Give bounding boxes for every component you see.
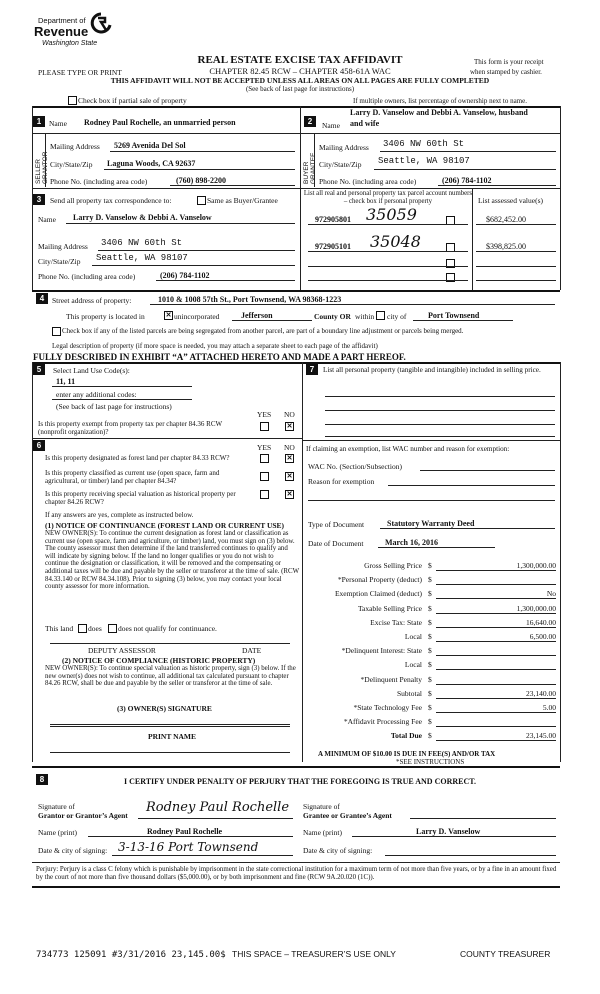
tax-row-value[interactable]: 23,145.00 (526, 731, 556, 740)
correspondence-label: Send all property tax correspondence to: (50, 196, 172, 205)
notice1-body: NEW OWNER(S): To continue the current designation as forest land or classification as current use (open space, farm and agriculture, or timber) land, you must sign on (3) below. The county assessor must then determine if the land transferred continues to qualify and will indicate by signing below. If the land no longer qualifies or you do not wish to continue the designation or classification, it will be removed and the compensating or additional taxes will be due and payable by the seller or transferor at the time of sale. (RCW 84.33.140 or RCW 84.34.108). Prior to signing (3) below, you may contact your local county assessor for more information. (45, 530, 299, 591)
current-use-yes-checkbox[interactable] (260, 472, 269, 481)
tax-row-label: *Personal Property (deduct) (337, 575, 422, 584)
seller-side-label: SELLER (35, 159, 42, 184)
grantee-date-label: Date & city of signing: (303, 846, 373, 855)
city-of-label: city of (387, 312, 407, 321)
correspondence-city-label: City/State/Zip (38, 257, 81, 266)
unincorporated-label: unincorporated (174, 312, 220, 321)
logo-line-3: Washington State (42, 40, 98, 47)
assessor-date-label: DATE (242, 646, 262, 655)
tax-row-label: Subtotal (396, 689, 422, 698)
deputy-assessor-label: DEPUTY ASSESSOR (88, 646, 156, 655)
certify-line: I CERTIFY UNDER PENALTY OF PERJURY THAT THE FOREGOING IS TRUE AND CORRECT. (123, 777, 476, 786)
please-type: PLEASE TYPE OR PRINT (38, 68, 122, 77)
logo-line-2: Revenue (34, 24, 89, 39)
buyer-city-label: City/State/Zip (319, 160, 362, 169)
partial-sale-label: Check box if partial sale of property (78, 96, 187, 105)
historic-question: Is this property receiving special valuation as historical property per chapter 84.26 RCW? (45, 490, 236, 506)
parcel-header: List all real and personal property tax parcel account numbers – check box if personal property (303, 190, 473, 205)
same-as-buyer-label: Same as Buyer/Grantee (207, 196, 278, 205)
buyer-side-label: BUYER (303, 161, 310, 184)
exempt-question: Is this property exempt from property tax per chapter 84.36 RCW (nonprofit organization)? (38, 420, 222, 436)
tax-row-label: *Delinquent Interest: State (341, 646, 422, 655)
legal-description-label: Legal description of property (if more space is needed, you may attach a separate sheet to each page of the affidavit) (52, 342, 378, 350)
tax-row-value[interactable]: 5.00 (542, 703, 556, 712)
tax-row-label: Local (404, 632, 422, 641)
buyer-city[interactable]: Seattle, WA 98107 (378, 156, 470, 166)
correspondence-mailing[interactable]: 3406 NW 60th St (101, 238, 183, 248)
section-3-badge: 3 (33, 194, 45, 205)
grantor-name-label: Name (print) (38, 828, 77, 837)
tax-row-dollar: $ (428, 675, 432, 684)
parcel-handwritten-1: 35059 (366, 205, 417, 224)
property-street[interactable]: 1010 & 1008 57th St., Port Townsend, WA 98368-1223 (158, 295, 342, 304)
seller-phone[interactable]: (760) 898-2200 (176, 176, 226, 185)
correspondence-name[interactable]: Larry D. Vanselow & Debbi A. Vanselow (73, 213, 212, 222)
grantee-sig-label-2: Grantee or Grantee’s Agent (303, 811, 392, 820)
tax-row-value[interactable]: 16,640.00 (526, 618, 556, 627)
parcel-number-2[interactable]: 972905101 (315, 242, 351, 251)
parcel-number-1[interactable]: 972905801 (315, 215, 351, 224)
land-does-label: does (88, 624, 102, 633)
land-use-no: NO (284, 410, 295, 419)
correspondence-name-label: Name (38, 215, 56, 224)
same-as-buyer-checkbox[interactable] (197, 196, 206, 205)
parcel-value-2[interactable]: $398,825.00 (486, 242, 526, 251)
county-treasurer-label: COUNTY TREASURER (460, 949, 551, 959)
exempt-yes-checkbox[interactable] (260, 422, 269, 431)
seller-city[interactable]: Laguna Woods, CA 92637 (107, 159, 196, 168)
located-prefix: This property is located in (66, 312, 145, 321)
form-title: REAL ESTATE EXCISE TAX AFFIDAVIT (197, 54, 403, 66)
segregated-checkbox[interactable] (52, 327, 61, 336)
seller-mailing[interactable]: 5269 Avenida Del Sol (114, 141, 186, 150)
land-does-not-label: does not qualify for continuance. (118, 624, 217, 633)
street-label: Street address of property: (52, 296, 132, 305)
buyer-name-label: Name (322, 121, 340, 130)
print-name-label: PRINT NAME (148, 732, 196, 741)
tax-row-dollar: $ (428, 589, 432, 598)
section6-yes: YES (257, 443, 272, 452)
notice2-body: NEW OWNER(S): To continue special valuation as historic property, sign (3) below. If the new owner(s) does not wish to continue, all additional tax calculated pursuant to chapter 84.26 RCW, shall be due and payable by the seller or transferor at the time of sale. (45, 665, 296, 688)
land-use-yes: YES (257, 410, 272, 419)
land-use-see-back: (See back of last page for instructions) (56, 402, 172, 411)
section-2-badge: 2 (304, 116, 316, 127)
seller-city-label: City/State/Zip (50, 160, 93, 169)
tax-row-label: Total Due (390, 731, 422, 740)
grantor-sig-label-1: Signature of (38, 802, 75, 811)
section-4-badge: 4 (36, 293, 48, 304)
tax-row-value[interactable]: No (546, 589, 556, 598)
tax-row-value[interactable]: 1,300,000.00 (516, 561, 556, 570)
section-7-badge: 7 (306, 364, 318, 375)
land-use-code[interactable]: 11, 11 (56, 377, 76, 386)
perjury-note: Perjury: Perjury is a class C felony which is punishable by imprisonment in the state correctional institution for a maximum term of not more than five years, or by a fine in an amount fixed by the court of not more than five thousand dollars ($5,000.00), or by both imprisonment and fine (RCW 9A.20.020 (1C)). (36, 866, 557, 881)
assessed-header: List assessed value(s) (478, 196, 543, 205)
exemption-label: If claiming an exemption, list WAC number and reason for exemption: (306, 445, 510, 453)
personal-property-label: List all personal property (tangible and intangible) included in selling price. (323, 366, 541, 374)
notice1-title: (1) NOTICE OF CONTINUANCE (FOREST LAND OR CURRENT USE) (45, 521, 285, 530)
if-yes-note: If any answers are yes, complete as instructed below. (45, 511, 194, 519)
section-5-badge: 5 (33, 364, 45, 375)
buyer-name-line-1[interactable]: Larry D. Vanselow and Debbi A. Vanselow, husband (350, 108, 528, 117)
tax-row-dollar: $ (428, 561, 432, 570)
grantor-date-city[interactable]: 3-13-16 Port Townsend (118, 840, 259, 854)
receipt-note-1: This form is your receipt (474, 58, 544, 66)
wac-label: WAC No. (Section/Subsection) (308, 462, 402, 471)
buyer-phone[interactable]: (206) 784-1102 (442, 176, 492, 185)
section-1-badge: 1 (33, 116, 45, 127)
this-land-label: This land (45, 624, 74, 633)
exempt-no-checkbox[interactable]: ✕ (286, 422, 293, 430)
logo-line-1: Department of (38, 16, 86, 25)
seller-name[interactable]: Rodney Paul Rochelle, an unmarried person (84, 118, 236, 127)
tax-row-dollar: $ (428, 618, 432, 627)
forest-land-question: Is this property designated as forest land per chapter 84.33 RCW? (45, 454, 230, 462)
within-label: within (355, 312, 375, 321)
buyer-phone-label: Phone No. (including area code) (319, 177, 417, 186)
land-use-label: Select Land Use Code(s): (53, 366, 130, 375)
receipt-note-2: when stamped by cashier. (470, 68, 542, 76)
tax-row-dollar: $ (428, 660, 432, 669)
current-use-question: Is this property classified as current use (open space, farm and agricultural, or timber) land per chapter 84.34? (45, 469, 220, 485)
tax-row-label: Taxable Selling Price (357, 604, 422, 613)
tax-row-dollar: $ (428, 575, 432, 584)
partial-sale-checkbox[interactable] (68, 96, 77, 105)
tax-row-value[interactable]: 23,140.00 (526, 689, 556, 698)
buyer-name-line-2[interactable]: and wife (350, 119, 380, 128)
grantee-name-label: Name (print) (303, 828, 342, 837)
additional-codes-label: enter any additional codes: (56, 390, 137, 399)
seller-mailing-label: Mailing Address (50, 142, 100, 151)
tax-row-label: Exemption Claimed (deduct) (334, 589, 422, 598)
owner-signature-label: (3) OWNER(S) SIGNATURE (117, 704, 212, 713)
tax-row-label: Local (404, 660, 422, 669)
cashier-stamp: 734773 125091 #3/31/2016 23,145.00$ (36, 950, 226, 960)
land-does-checkbox[interactable] (78, 624, 87, 633)
tax-row-value[interactable]: 1,300,000.00 (516, 604, 556, 613)
parcel-value-1[interactable]: $682,452.00 (486, 215, 526, 224)
county-label: County OR (314, 312, 351, 321)
tax-row-value[interactable]: 6,500.00 (529, 632, 556, 641)
doc-type[interactable]: Statutory Warranty Deed (387, 519, 475, 528)
forest-no-checkbox[interactable]: ✕ (286, 454, 293, 462)
segregated-label: Check box if any of the listed parcels are being segregated from another parcel, are part of a boundary line adjustment or parcels being merged. (62, 327, 464, 335)
city-of-checkbox[interactable] (376, 311, 385, 320)
unincorporated-checkbox[interactable]: ✕ (165, 311, 172, 319)
doc-date-label: Date of Document (308, 539, 364, 548)
correspondence-phone-label: Phone No. (including area code) (38, 272, 136, 281)
notice2-title: (2) NOTICE OF COMPLIANCE (HISTORIC PROPERTY) (62, 656, 256, 665)
land-does-not-checkbox[interactable] (108, 624, 117, 633)
section-6-badge: 6 (33, 440, 45, 451)
grantor-signature[interactable]: Rodney Paul Rochelle (146, 800, 290, 815)
tax-row-label: Gross Selling Price (364, 561, 422, 570)
historic-no-checkbox[interactable]: ✕ (286, 490, 293, 498)
tax-row-dollar: $ (428, 731, 432, 740)
multiple-owners-note: If multiple owners, list percentage of ownership next to name. (353, 97, 527, 105)
grantee-sig-label-1: Signature of (303, 802, 340, 811)
dor-logo (34, 12, 114, 52)
tax-row-dollar: $ (428, 646, 432, 655)
correspondence-phone[interactable]: (206) 784-1102 (160, 271, 210, 280)
tax-row-dollar: $ (428, 703, 432, 712)
dor-logo-mark-icon (90, 12, 112, 36)
doc-date[interactable]: March 16, 2016 (385, 538, 438, 547)
section-8-badge: 8 (36, 774, 48, 785)
treasurer-use-label: THIS SPACE – TREASURER’S USE ONLY (232, 949, 396, 959)
tax-row-label: *Affidavit Processing Fee (343, 717, 422, 726)
minimum-note: A MINIMUM OF $10.00 IS DUE IN FEE(S) AND/OR TAX (318, 750, 496, 758)
buyer-mailing[interactable]: 3406 NW 60th St (383, 139, 465, 149)
tax-row-dollar: $ (428, 717, 432, 726)
tax-row-label: *State Technology Fee (353, 703, 422, 712)
grantee-name[interactable]: Larry D. Vanselow (416, 827, 481, 836)
see-instructions-note: *SEE INSTRUCTIONS (396, 758, 465, 766)
tax-row-dollar: $ (428, 632, 432, 641)
grantor-date-label: Date & city of signing: (38, 846, 108, 855)
tax-row-dollar: $ (428, 604, 432, 613)
tax-row-dollar: $ (428, 689, 432, 698)
seller-phone-label: Phone No. (including area code) (50, 177, 148, 186)
reason-label: Reason for exemption (308, 477, 375, 486)
property-city[interactable]: Port Townsend (428, 311, 480, 320)
parcel-handwritten-2: 35048 (370, 232, 421, 251)
grantor-sig-label-2: Grantor or Grantor’s Agent (38, 811, 128, 820)
tax-row-label: Excise Tax: State (370, 618, 422, 627)
current-use-no-checkbox[interactable]: ✕ (286, 472, 293, 480)
tax-row-label: *Delinquent Penalty (360, 675, 422, 684)
doc-type-label: Type of Document (308, 520, 365, 529)
buyer-mailing-label: Mailing Address (319, 143, 369, 152)
correspondence-city[interactable]: Seattle, WA 98107 (96, 253, 188, 263)
exhibit-line[interactable]: FULLY DESCRIBED IN EXHIBIT “A” ATTACHED HERETO AND MADE A PART HEREOF. (33, 352, 406, 362)
chapter-ref: CHAPTER 82.45 RCW – CHAPTER 458-61A WAC (209, 66, 391, 76)
warning-line: THIS AFFIDAVIT WILL NOT BE ACCEPTED UNLESS ALL AREAS ON ALL PAGES ARE FULLY COMPLETED (110, 76, 490, 85)
correspondence-mailing-label: Mailing Address (38, 242, 88, 251)
forest-yes-checkbox[interactable] (260, 454, 269, 463)
see-back-header: (See back of last page for instructions) (245, 85, 355, 93)
property-county[interactable]: Jefferson (241, 311, 273, 320)
seller-name-label: Name (49, 119, 67, 128)
grantor-name[interactable]: Rodney Paul Rochelle (147, 827, 223, 836)
section6-no: NO (284, 443, 295, 452)
historic-yes-checkbox[interactable] (260, 490, 269, 499)
